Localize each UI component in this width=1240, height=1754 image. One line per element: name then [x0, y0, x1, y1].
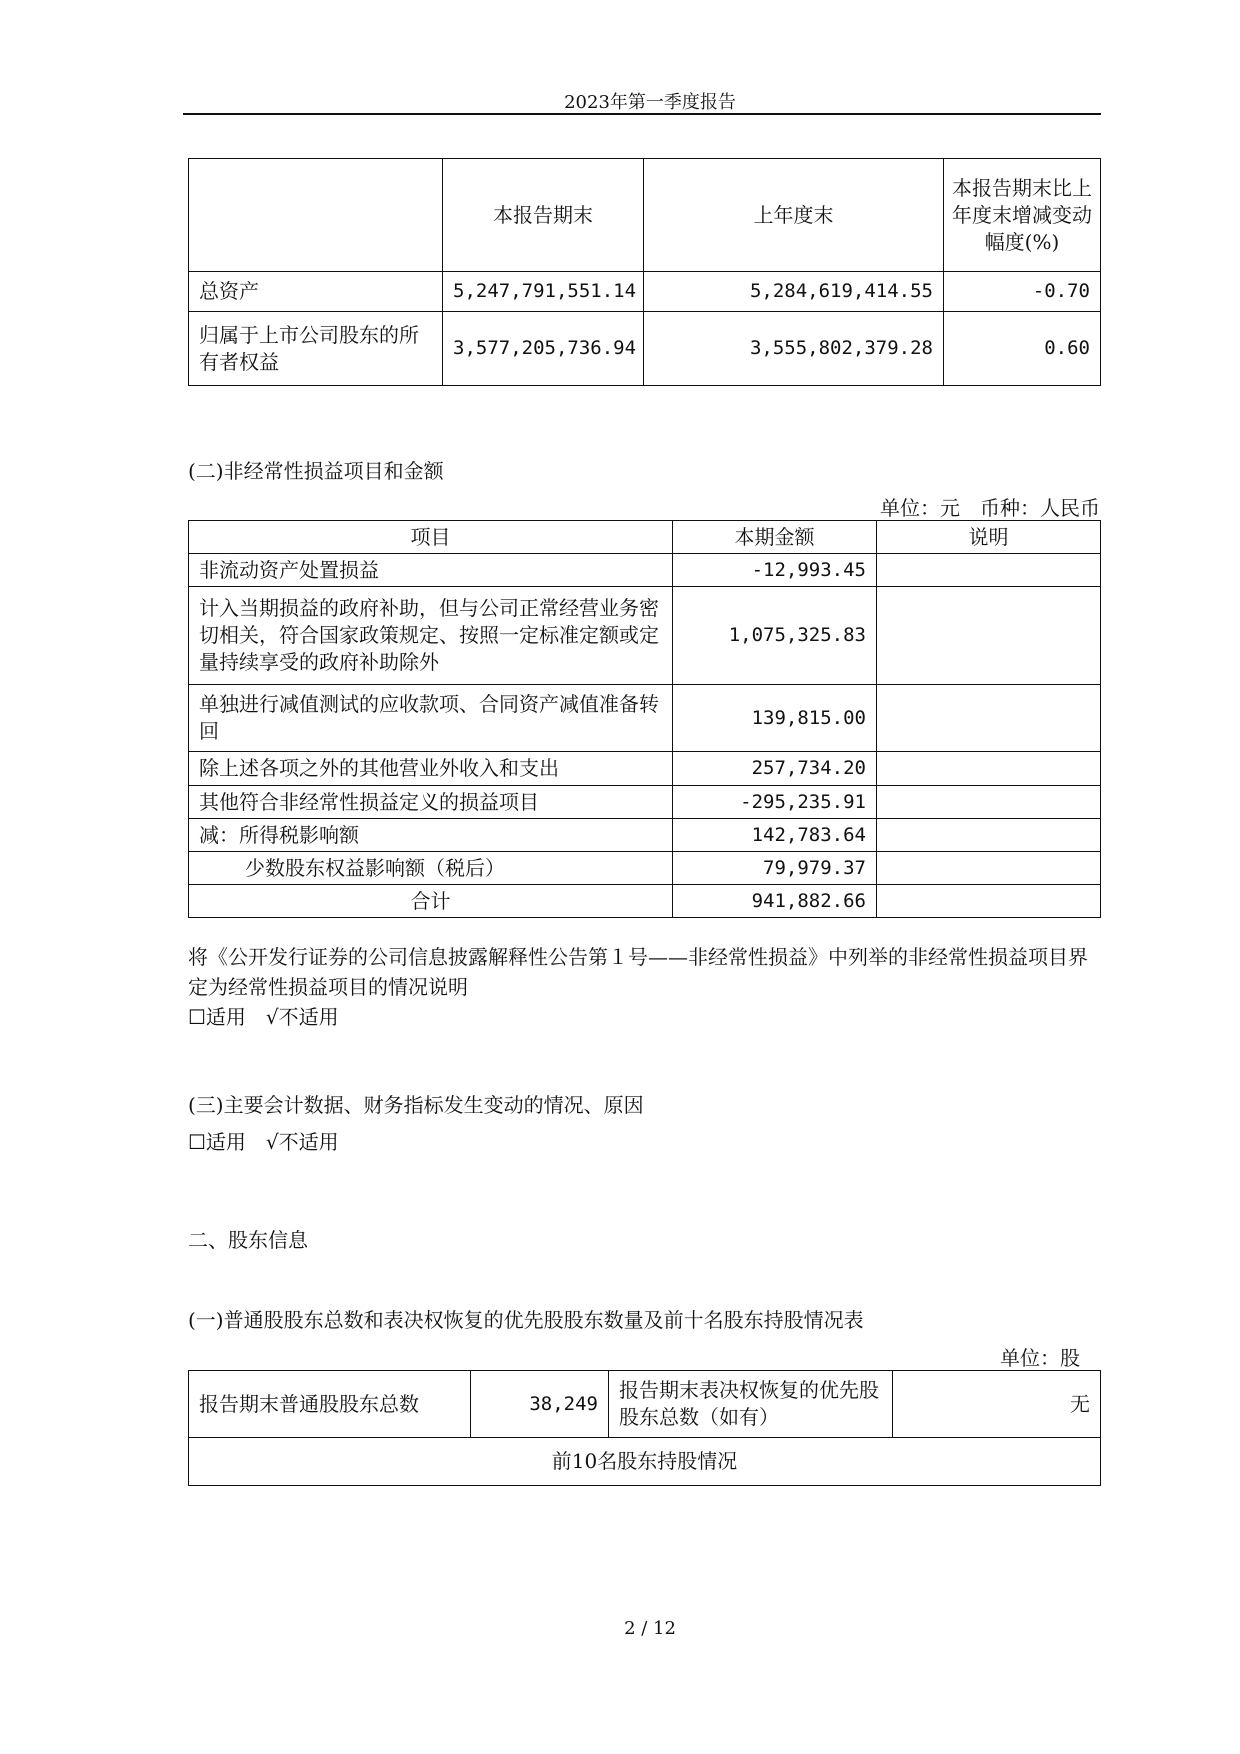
table-row	[189, 1371, 1101, 1438]
table-row	[189, 272, 1101, 312]
row-item: 非流动资产处置损益	[189, 554, 673, 587]
page-number: 2 / 12	[624, 1618, 676, 1639]
row-change: -0.70	[944, 272, 1101, 312]
row-item-total: 合计	[189, 885, 673, 918]
nonrecurring-explanation: 将《公开发行证券的公司信息披露解释性公告第１号——非经常性损益》中列举的非经常性损益项目界定为经常性损益项目的情况说明	[188, 945, 1088, 999]
top10-title-cell: 前10名股东持股情况	[189, 1438, 1101, 1486]
shareholder-table	[188, 1370, 1101, 1486]
row-note	[877, 587, 1101, 685]
row-prior: 3,555,802,379.28	[644, 312, 944, 386]
row-item: 单独进行减值测试的应收款项、合同资产减值准备转回	[189, 685, 673, 752]
row-note	[877, 786, 1101, 819]
section-title-changes: (三)主要会计数据、财务指标发生变动的情况、原因	[188, 1093, 644, 1117]
applicability-checkbox-2: ☐适用 √不适用	[188, 1005, 339, 1029]
table-row	[189, 819, 1101, 852]
unit-shares-label: 单位：股	[1000, 1346, 1080, 1370]
applicability-checkbox-3: ☐适用 √不适用	[188, 1130, 339, 1154]
row-item: 除上述各项之外的其他营业外收入和支出	[189, 752, 673, 786]
header-divider	[183, 113, 1101, 115]
row-amount: -295,235.91	[673, 786, 877, 819]
table-row	[189, 312, 1101, 386]
page-header-title: 2023年第一季度报告	[564, 92, 736, 113]
row-change: 0.60	[944, 312, 1101, 386]
shareholder-count-value: 38,249	[471, 1371, 609, 1438]
row-item: 其他符合非经常性损益定义的损益项目	[189, 786, 673, 819]
header-cell-current: 本报告期末	[443, 159, 644, 272]
table-row	[189, 752, 1101, 786]
row-note	[877, 885, 1101, 918]
header-cell-empty	[189, 159, 443, 272]
row-item: 计入当期损益的政府补助，但与公司正常经营业务密切相关，符合国家政策规定、按照一定标准定额或定量持续享受的政府补助除外	[189, 587, 673, 685]
row-item: 减：所得税影响额	[189, 819, 673, 852]
nonrecurring-table	[188, 520, 1101, 918]
row-amount: 142,783.64	[673, 819, 877, 852]
header-cell-prior: 上年度末	[644, 159, 944, 272]
row-current: 5,247,791,551.14	[443, 272, 644, 312]
shareholder-count-label: 报告期末普通股股东总数	[189, 1371, 471, 1438]
row-label: 总资产	[189, 272, 443, 312]
header-cell-item: 项目	[189, 521, 673, 554]
assets-table	[188, 158, 1101, 386]
table-row	[189, 685, 1101, 752]
row-note	[877, 685, 1101, 752]
row-amount: 79,979.37	[673, 852, 877, 885]
row-amount: 1,075,325.83	[673, 587, 877, 685]
table-row	[189, 587, 1101, 685]
row-prior: 5,284,619,414.55	[644, 272, 944, 312]
header-cell-note: 说明	[877, 521, 1101, 554]
row-amount: -12,993.45	[673, 554, 877, 587]
row-note	[877, 752, 1101, 786]
row-amount-total: 941,882.66	[673, 885, 877, 918]
header-cell-amount: 本期金额	[673, 521, 877, 554]
preferred-shareholder-label: 报告期末表决权恢复的优先股股东总数（如有）	[609, 1371, 893, 1438]
row-note	[877, 554, 1101, 587]
row-current: 3,577,205,736.94	[443, 312, 644, 386]
row-label: 归属于上市公司股东的所有者权益	[189, 312, 443, 386]
row-amount: 257,734.20	[673, 752, 877, 786]
row-note	[877, 819, 1101, 852]
row-amount: 139,815.00	[673, 685, 877, 752]
header-cell-change: 本报告期末比上年度末增减变动幅度(%)	[944, 159, 1101, 272]
section-title-nonrecurring: (二)非经常性损益项目和金额	[188, 459, 444, 483]
table-row	[189, 554, 1101, 587]
table-header-row	[189, 159, 1101, 272]
row-note	[877, 852, 1101, 885]
part-title-shareholders: 二、股东信息	[188, 1228, 308, 1252]
table-row	[189, 786, 1101, 819]
table-row	[189, 1438, 1101, 1486]
row-item: 少数股东权益影响额（税后）	[189, 852, 673, 885]
table-row	[189, 852, 1101, 885]
table-total-row	[189, 885, 1101, 918]
table-header-row	[189, 521, 1101, 554]
unit-currency-label: 单位：元 币种：人民币	[880, 496, 1100, 520]
section-title-shareholders: (一)普通股股东总数和表决权恢复的优先股股东数量及前十名股东持股情况表	[188, 1308, 864, 1332]
preferred-shareholder-value: 无	[893, 1371, 1101, 1438]
